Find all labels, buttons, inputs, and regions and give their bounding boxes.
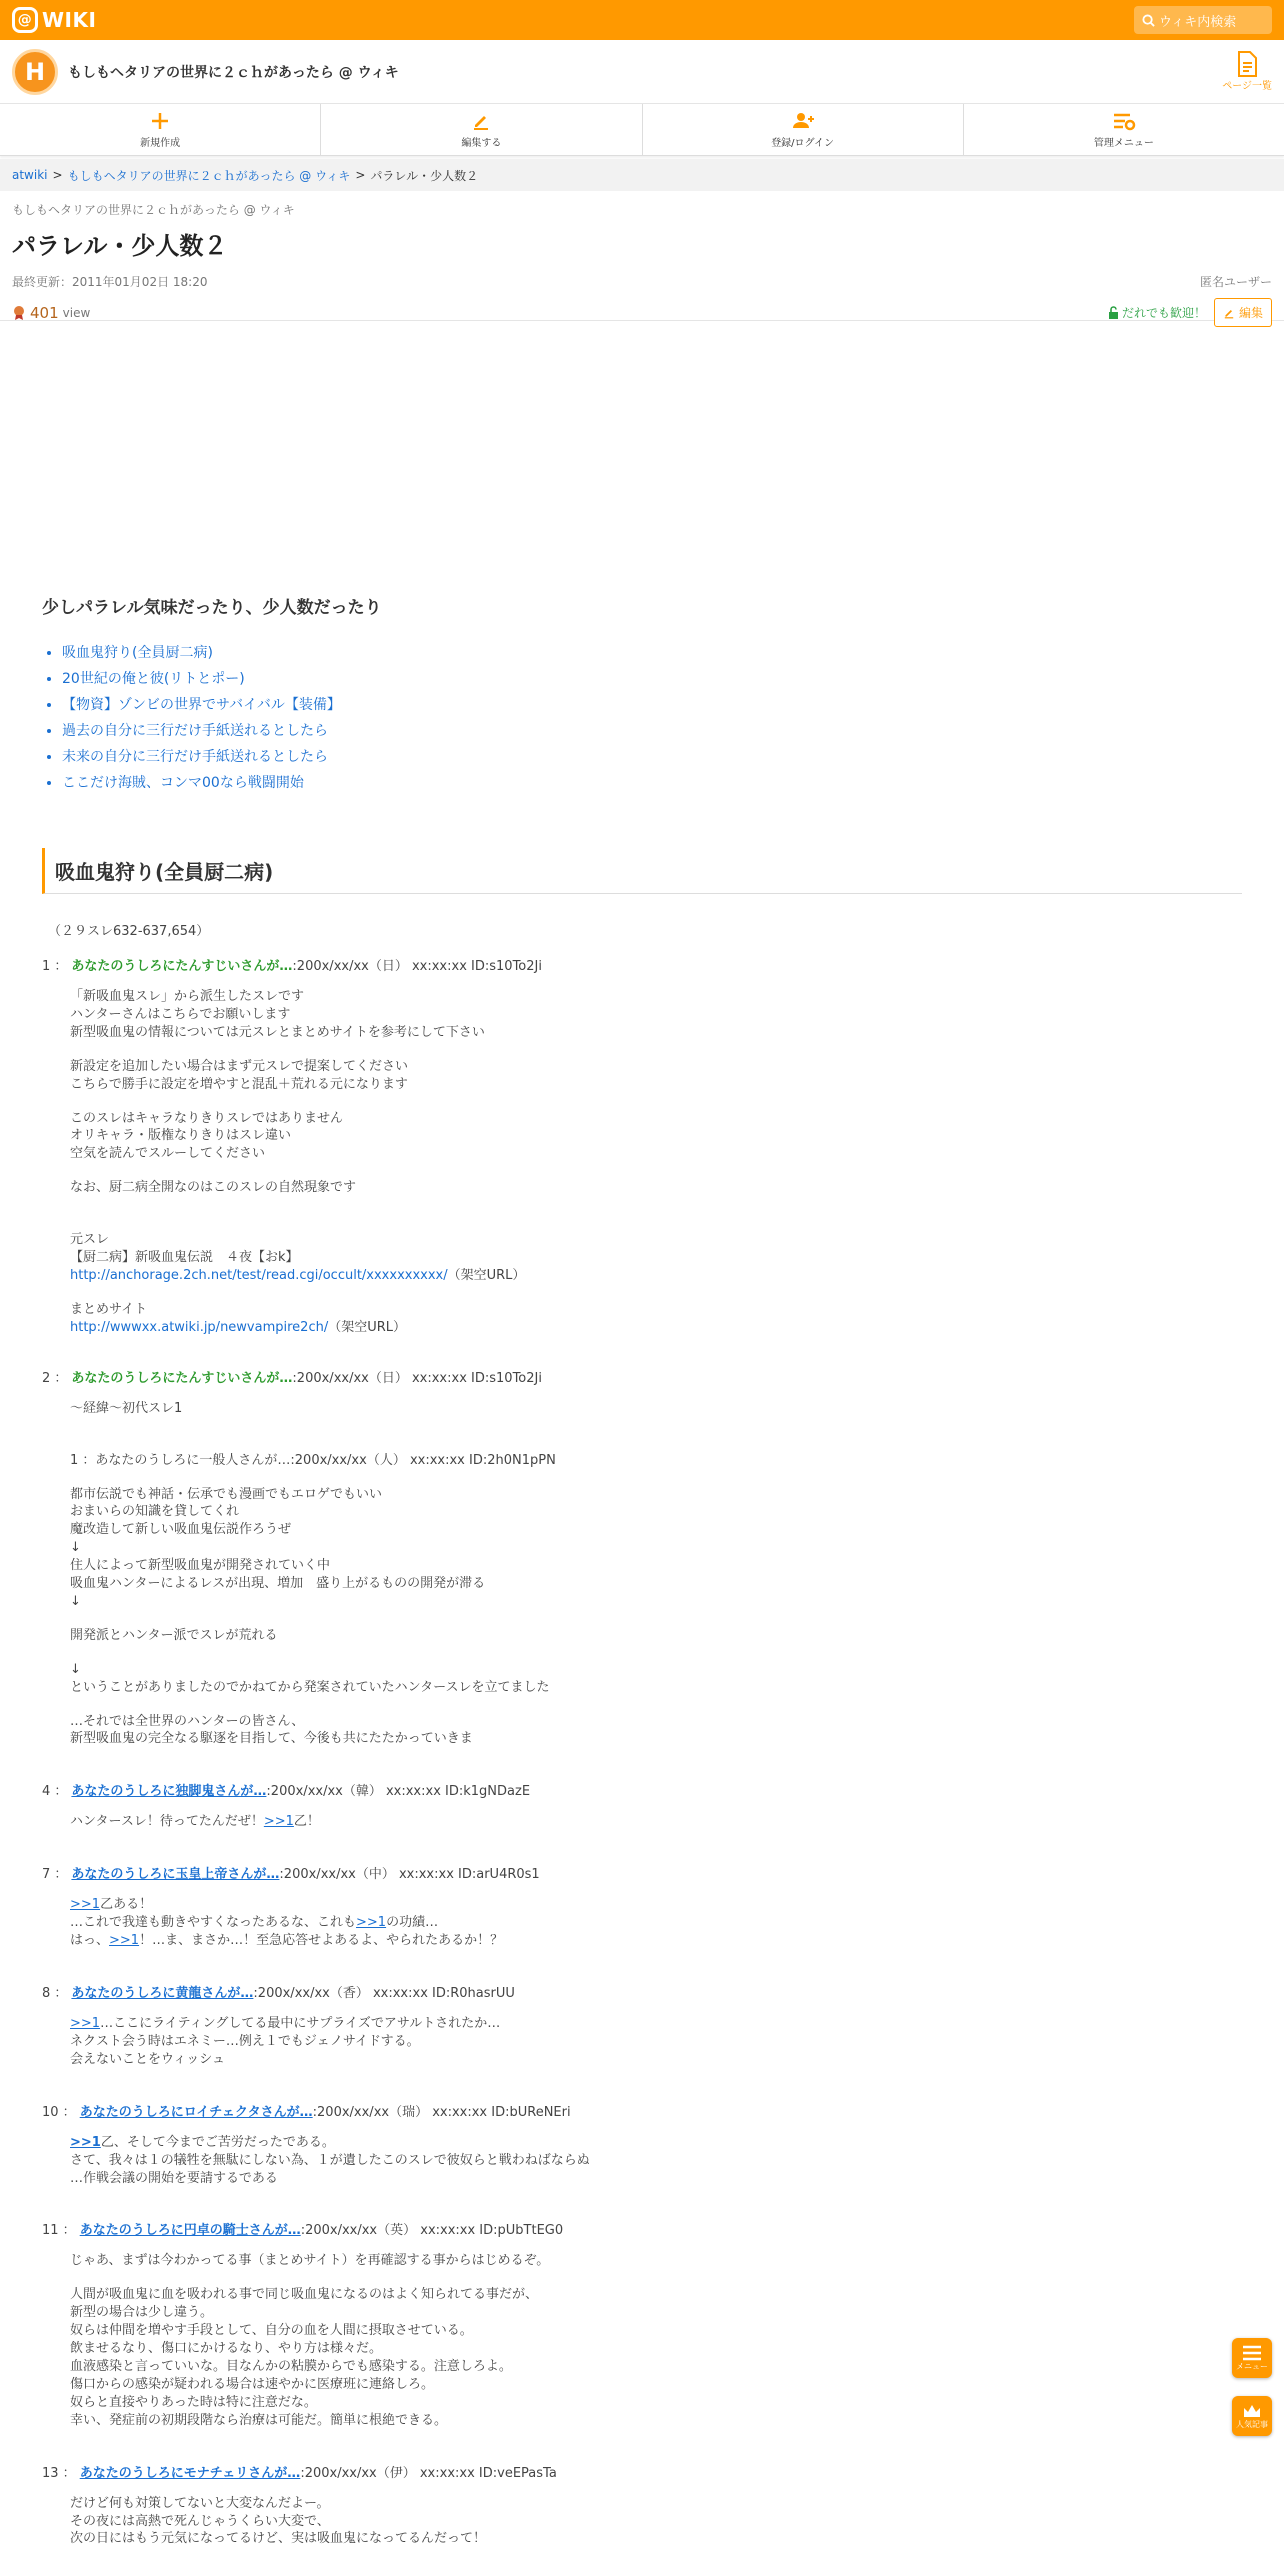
action-menu [0,104,1284,156]
poster-name[interactable]: あなたのうしろにモナチェリさんが… [79,2465,301,2481]
edit-button[interactable] [1214,298,1272,327]
post-meta: :200x/xx/xx（日） xx:xx:xx ID:s10To2Ji [292,1370,542,1386]
toc-link[interactable]: 過去の自分に三行だけ手紙送れるとしたら [62,723,328,739]
post-line: その夜には高熱で死んじゃうくらい大変で、 [70,2513,330,2529]
plus-icon [150,111,170,131]
crown-icon [1242,2403,1262,2419]
post-line: ネクスト会う時はエネミー…例え１でもジェノサイドする。 [70,2033,420,2049]
thread-post [42,1982,1242,2069]
logo-text: WIKI [42,8,97,32]
reply-anchor-link[interactable]: >>1 [356,1915,387,1931]
search-icon [1142,14,1155,27]
search-placeholder: ウィキ内検索 [1159,14,1237,30]
post-number: 2 ： [42,1370,68,1386]
welcome-notice [1108,304,1206,321]
post-line: 開発派とハンター派でスレが荒れる [70,1627,278,1643]
post-line: 魔改造して新しい吸血鬼伝説作ろうぜ [70,1522,292,1538]
post-number: 8 ： [42,1986,68,2001]
reply-anchor-link[interactable]: >>1 [263,1814,294,1830]
poster-name[interactable]: あなたのうしろにロイチェクタさんが… [79,2104,313,2120]
post-meta: :200x/xx/xx（英） xx:xx:xx ID:pUbTtEG0 [300,2223,564,2239]
post-number: 13 ： [42,2465,76,2481]
post-body [70,2495,1242,2549]
post-line: …これで我達も動きやすくなったあるな、これも [70,1915,357,1931]
breadcrumb-root[interactable]: atwiki [12,168,48,182]
post-line: ハンターさんはこちらでお願いします [70,1006,291,1022]
pencil-icon [471,111,491,131]
post-meta: :200x/xx/xx（伊） xx:xx:xx ID:veEPasTa [300,2465,557,2481]
post-line: ↓ [70,1593,81,1609]
thread-post [42,1863,1242,1950]
menu-label: 編集する [461,137,502,149]
floating-popular-label: 人気記事 [1236,2419,1268,2429]
toc-link[interactable]: 20世紀の俺と彼(リトとポー) [62,671,245,687]
post-line: 奴らは仲間を増やす手段として、自分の血を人間に摂取させている。 [70,2323,473,2339]
post-body [70,1896,1242,1950]
post-line: おまいらの知識を貸してくれ [70,1504,240,1520]
poster-name[interactable]: あなたのうしろに円卓の騎士さんが… [79,2223,301,2239]
post-body [70,988,1242,1337]
post-line: …ここにライティングしてる最中にサプライズでアサルトされたか… [100,2016,501,2031]
menu-label: 新規作成 [140,137,181,149]
page-title: パラレル・少人数２ [12,232,228,260]
post-line: 新型吸血鬼の完全なる駆逐を目指して、今後も共にたたかっていきま [70,1731,473,1747]
post-line: こちらで勝手に設定を増やすと混乱＋荒れる元になります [70,1076,408,1092]
poster-name: あなたのうしろにたんすじいさんが… [71,1370,293,1386]
post-line: ↓ [70,1661,81,1677]
hamburger-icon [1242,2345,1262,2361]
menu-admin[interactable] [964,104,1284,155]
site-logo[interactable]: H [12,49,58,95]
post-line: 人間が吸血鬼に血を吸われる事で同じ吸血鬼になるのはよく知られてる事だが、 [70,2287,539,2303]
post-line: 【厨二病】新吸血鬼伝説 ４夜【おk】 [70,1250,299,1266]
document-icon [1236,51,1258,77]
view-counter [12,304,90,322]
view-count: 401 [30,303,59,322]
at-icon: @ [12,7,38,33]
post-body [70,2134,1242,2188]
post-line: 乙ある！ [100,1897,153,1913]
post-line: ハンタースレ！待ってたんだぜ！ [70,1814,264,1830]
breadcrumb-separator: > [355,168,366,182]
post-number: 7 ： [42,1867,68,1883]
url-note: （架空URL） [328,1319,407,1335]
welcome-text: だれでも歓迎！ [1121,306,1206,320]
post-line: ということがありましたのでかねてから発案されていたハンタースレを立てました [70,1679,550,1695]
post-line: 血液感染と言っていいな。目なんかの粘膜からでも感染する。注意しろよ。 [70,2358,512,2374]
last-updated: 最終更新：2011年01月02日 18:20 [12,275,208,289]
thread-post [42,1780,1242,1831]
page-list-button[interactable] [1222,51,1272,92]
post-line: さて、我々は１の犠牲を無駄にしない為、１が遺したこのスレで彼奴らと戦わねばならぬ [70,2152,590,2168]
page-summary: 少しパラレル気味だったり、少人数だったり [42,598,382,618]
post-line: …作戦会議の開始を要請するである [70,2170,278,2186]
toc-link[interactable]: 【物資】ゾンビの世界でサバイバル【装備】 [62,697,341,713]
table-of-contents [42,640,1242,796]
post-number: 4 ： [42,1784,68,1800]
reply-anchor-link[interactable]: >>1 [70,1897,101,1913]
floating-menu-label: メニュー [1236,2361,1268,2371]
toc-link[interactable]: 未来の自分に三行だけ手紙送れるとしたら [62,749,328,765]
post-line: 乙、そして今までご苦労だったである。 [100,2134,335,2150]
post-meta: :200x/xx/xx（日） xx:xx:xx ID:s10To2Ji [292,959,542,974]
poster-name[interactable]: あなたのうしろに玉皇上帝さんが… [71,1867,280,1883]
thread-post [42,1367,1242,1749]
post-line: 次の日にはもう元気になってるけど、実は吸血鬼になってるんだって！ [70,2531,487,2547]
post-line: 住人によって新型吸血鬼が開発されていく中 [70,1558,331,1574]
top-bar [0,0,1284,40]
post-line: 奴らと直接やりあった時は特に注意だな。 [70,2394,317,2410]
post-line: 乙！ [293,1814,320,1830]
breadcrumb-separator: > [52,168,63,182]
post-line: 「新吸血鬼スレ」から派生したスレです [70,989,305,1004]
toc-item [62,640,1242,666]
post-line: 新型吸血鬼の情報については元スレとまとめサイトを参考にして下さい [70,1024,485,1040]
post-line: なお、厨二病全開なのはこのスレの自然現象です [70,1180,357,1196]
add-user-icon [790,111,816,131]
poster-name[interactable]: あなたのうしろに独脚鬼さんが… [71,1784,267,1800]
post-line: ～経緯～初代スレ1 [70,1400,183,1416]
post-line: 新型の場合は少し違う。 [70,2305,214,2321]
post-number: 10 ： [42,2104,76,2120]
poster-name[interactable]: あなたのうしろに黄龍さんが… [71,1986,254,2001]
site-header [0,40,1284,104]
thread-post [42,955,1242,1337]
reply-anchor-link[interactable]: >>1 [109,1933,140,1949]
menu-edit[interactable] [321,104,642,155]
author: 匿名ユーザー [1199,275,1272,289]
unlock-icon [1108,306,1119,319]
url-note: （架空URL） [447,1267,526,1283]
post-line: オリキャラ・版権なりきりはスレ違い [70,1128,292,1144]
atwiki-logo[interactable] [12,7,96,33]
view-label: view [62,305,91,320]
post-line: の功績… [386,1915,439,1931]
list-settings-icon [1112,111,1136,131]
toc-item [62,692,1242,718]
toc-link[interactable]: ここだけ海賊、コンマ00なら戦闘開始 [62,775,304,791]
post-line: 傷口からの感染が疑われる場合は速やかに医療班に連絡しろ。 [70,2376,435,2392]
thread-post [42,2101,1242,2188]
thread-post [42,2462,1242,2549]
post-line: 飲ませるなり、傷口にかけるなり、やり方は様々だ。 [70,2341,383,2357]
post-line: このスレはキャラなりきりスレではありません [70,1110,344,1126]
post-number: 1 ： [42,959,68,974]
post-body [70,1400,1242,1749]
post-line: 吸血鬼ハンターによるレスが出現、増加 盛り上がるものの開発が滞る [70,1576,486,1592]
floating-popular-button[interactable] [1232,2396,1272,2436]
post-line: だけど何も対策してないと大変なんだよー。 [70,2495,330,2511]
post-meta: :200x/xx/xx（瑞） xx:xx:xx ID:bUReNEri [312,2104,571,2120]
pencil-icon [1223,307,1235,319]
search-input[interactable] [1134,6,1272,34]
post-line: 空気を読んでスルーしてください [70,1146,266,1162]
post-meta: :200x/xx/xx（韓） xx:xx:xx ID:k1gNDazE [266,1784,531,1800]
post-line: ！…ま、まさか…！至急応答せよあるよ、やられたあるか！？ [139,1933,504,1949]
source-thread-link[interactable]: http://anchorage.2ch.net/test/read.cgi/occult/xxxxxxxxxx/ [70,1267,448,1283]
post-line: 1 ：あなたのうしろに一般人さんが…:200x/xx/xx（人） xx:xx:xx ID:2h0N1pPN [70,1452,556,1468]
post-line: 新設定を追加したい場合はまず元スレで提案してください [70,1058,409,1074]
floating-menu-button[interactable] [1232,2338,1272,2378]
breadcrumb-site[interactable]: もしもヘタリアの世界に２ｃｈがあったら @ ウィキ [67,168,351,183]
post-body [70,2015,1242,2069]
thread-post [42,2219,1242,2429]
poster-name: あなたのうしろにたんすじいさんが… [71,959,293,974]
menu-label: 管理メニュー [1093,137,1154,149]
toc-item [62,744,1242,770]
toc-item [62,666,1242,692]
reply-anchor-link[interactable]: >>1 [70,2016,101,2031]
main-content [0,593,1284,2548]
post-meta: :200x/xx/xx（香） xx:xx:xx ID:R0hasrUU [253,1986,515,2001]
section-note: （２９スレ632-637,654） [48,924,210,939]
menu-new-page[interactable] [0,104,321,155]
summary-site-link[interactable]: http://wwwxx.atwiki.jp/newvampire2ch/ [70,1319,329,1335]
menu-label: 登録/ログイン [771,137,835,149]
post-line: 幸い、発症前の初期段階なら治療は可能だ。簡単に根絶できる。 [70,2412,448,2428]
post-meta: :200x/xx/xx（中） xx:xx:xx ID:arU4R0s1 [279,1867,540,1883]
toc-item [62,770,1242,796]
post-line: まとめサイト [70,1301,148,1317]
post-line: じゃあ、まずは今わかってる事（まとめサイト）を再確認する事からはじめるぞ。 [70,2253,550,2269]
page-header [0,191,1284,321]
site-title[interactable]: もしもヘタリアの世界に２ｃｈがあったら @ ウィキ [68,64,399,81]
edit-label: 編集 [1238,306,1263,320]
reply-anchor-link[interactable]: >>1 [70,2134,101,2150]
section-heading: 吸血鬼狩り(全員厨二病) [42,848,1242,894]
breadcrumb [0,159,1284,191]
breadcrumb-current: パラレル・少人数２ [370,168,479,183]
post-body [70,1813,1242,1831]
site-subtitle: もしもヘタリアの世界に２ｃｈがあったら @ ウィキ [12,203,295,217]
post-line: ↓ [70,1540,81,1556]
view-badge-icon [12,305,26,321]
post-line: …それでは全世界のハンターの皆さん、 [70,1713,305,1729]
menu-login[interactable] [643,104,964,155]
post-line: 都市伝説でも神話・伝承でも漫画でもエロゲでもいい [70,1486,383,1502]
post-line: 元スレ [70,1232,110,1248]
post-line: 会えないことをウィッシュ [70,2051,225,2067]
post-number: 11 ： [42,2223,76,2239]
post-body [70,2252,1242,2429]
post-line: はっ、 [70,1933,110,1949]
toc-link[interactable]: 吸血鬼狩り(全員厨二病) [62,645,213,661]
page-list-label: ページ一覧 [1222,81,1272,92]
toc-item [62,718,1242,744]
